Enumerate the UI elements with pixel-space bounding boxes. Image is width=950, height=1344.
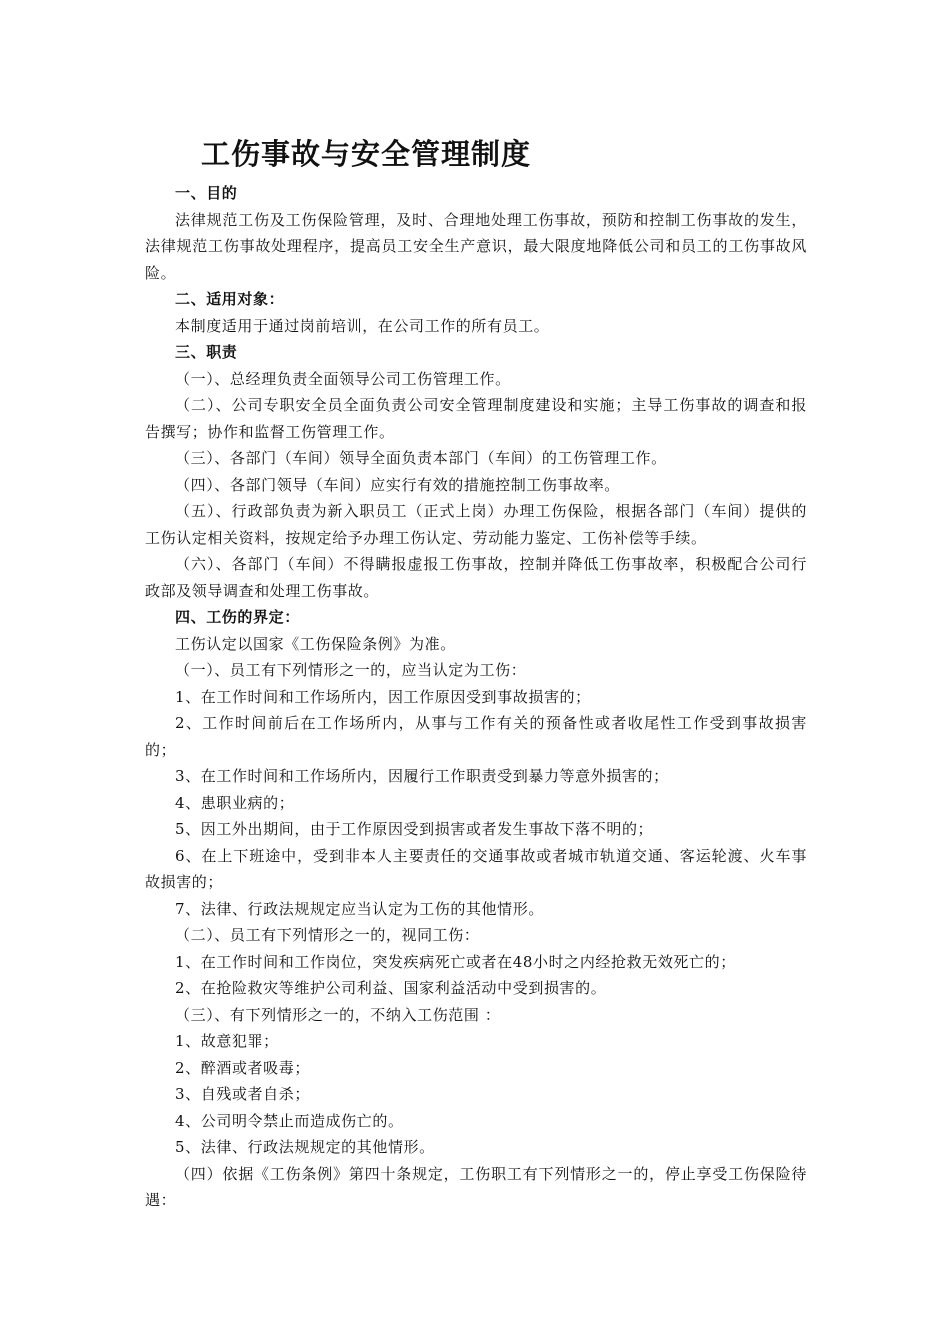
list-item: 2、在抢险救灾等维护公司利益、国家利益活动中受到损害的。 [175,979,607,997]
list-item: 3、自残或者自杀； [175,1085,310,1103]
paragraph-scope: 本制度适用于通过岗前培训，在公司工作的所有员工。 [175,316,550,335]
list-item: 1、在工作时间和工作场所内，因工作原因受到事故损害的； [175,687,591,706]
paragraph-purpose: 法律规范工伤及工伤保险管理，及时、合理地处理工伤事故，预防和控制工伤事故的发生，法律规范工伤事故处理程序，提高员工安全生产意识，最大限度地降低公司和员工的工伤事故风险。 [145,210,807,282]
list-item: 7、法律、行政法规规定应当认定为工伤的其他情形。 [175,899,544,918]
duty-item: （一）、总经理负责全面领导公司工伤管理工作。 [175,369,511,388]
subsection-heading: （三）、有下列情形之一的，不纳入工伤范围 ： [175,1005,501,1024]
document-title: 工伤事故与安全管理制度 [201,137,532,171]
duty-item: （六）、各部门（车间）不得瞒报虚报工伤事故，控制并降低工伤事故率，积极配合公司行政部及领导调查和处理工伤事故。 [145,555,807,600]
duty-item: （四）、各部门领导（车间）应实行有效的措施控制工伤事故率。 [175,475,620,494]
list-item: 2、醉酒或者吸毒； [175,1058,310,1077]
list-item: 1、故意犯罪； [175,1032,279,1050]
subsection-heading: （二）、员工有下列情形之一的，视同工伤： [175,926,480,944]
list-item: 2、工作时间前后在工作场所内，从事与工作有关的预备性或者收尾性工作受到事故损害的； [145,714,807,759]
list-item: 4、患职业病的； [175,793,295,812]
duty-item: （三）、各部门（车间）领导全面负责本部门（车间）的工伤管理工作。 [175,449,667,467]
section-heading-purpose: 一、目的 [175,184,238,202]
list-item: 5、因工外出期间，由于工作原因受到损害或者发生事故下落不明的； [175,820,654,838]
document-body [145,180,807,1214]
list-item: 4、公司明令禁止而造成伤亡的。 [175,1111,404,1130]
subsection-heading: （一）、员工有下列情形之一的，应当认定为工伤： [175,661,527,679]
list-item: 5、法律、行政法规规定的其他情形。 [175,1138,435,1156]
section-heading-scope: 二、适用对象： [175,290,285,308]
duty-item: （五）、行政部负责为新入职员工（正式上岗）办理工伤保险，根据各部门（车间）提供的工伤认定相关资料，按规定给予办理工伤认定、劳动能力鉴定、工伤补偿等手续。 [145,502,807,547]
list-item: 1、在工作时间和工作岗位，突发疾病死亡或者在48小时之内经抢救无效死亡的； [175,952,736,971]
list-item: 6、在上下班途中，受到非本人主要责任的交通事故或者城市轨道交通、客运轮渡、火车事故损害的； [145,846,807,891]
duty-item: （二）、公司专职安全员全面负责公司安全管理制度建设和实施；主导工伤事故的调查和报告撰写；协作和监督工伤管理工作。 [145,396,807,441]
paragraph-definition-basis: 工伤认定以国家《工伤保险条例》为准。 [175,634,456,653]
section-heading-definition: 四、工伤的界定： [175,608,300,626]
subsection-heading: （四）依据《工伤条例》第四十条规定，工伤职工有下列情形之一的，停止享受工伤保险待遇： [145,1164,807,1209]
list-item: 3、在工作时间和工作场所内，因履行工作职责受到暴力等意外损害的； [175,767,669,785]
section-heading-duties: 三、职责 [175,343,238,361]
